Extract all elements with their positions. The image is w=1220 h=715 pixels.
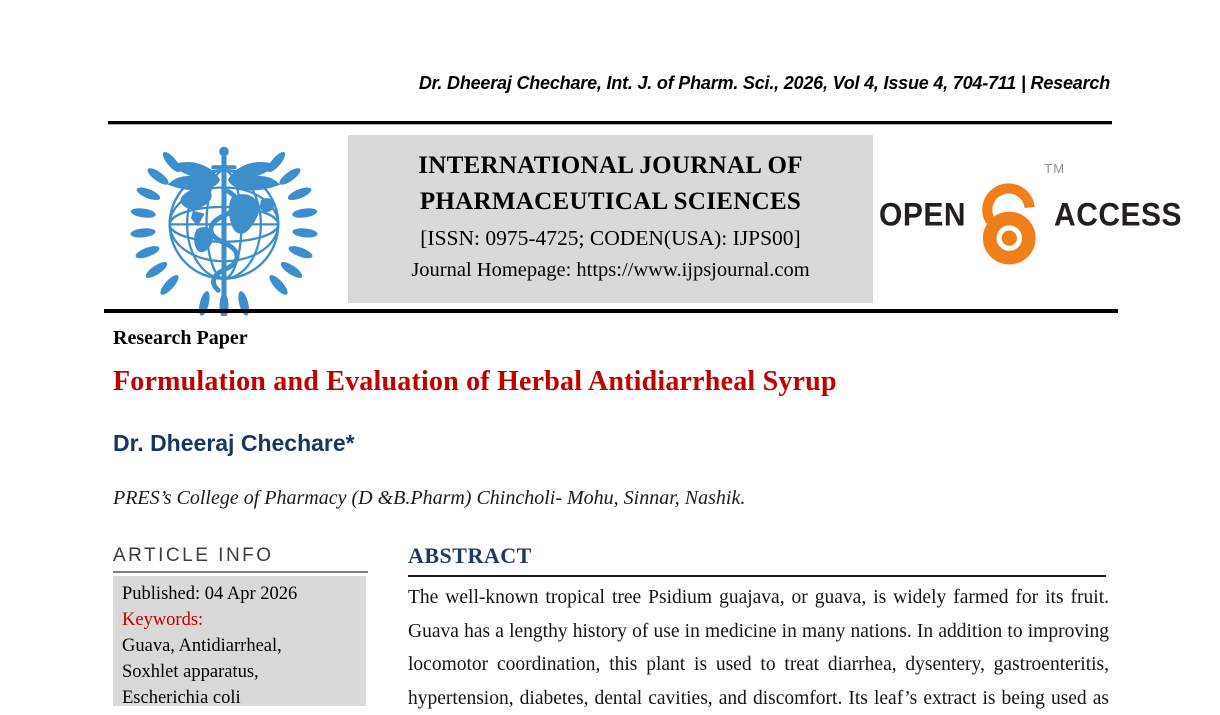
running-head: Dr. Dheeraj Chechare, Int. J. of Pharm. Sci., 2026, Vol 4, Issue 4, 704-711 | Research bbox=[418, 73, 1110, 93]
article-info-heading: ARTICLE INFO bbox=[113, 545, 274, 566]
journal-homepage-link[interactable]: Journal Homepage: https://www.ijpsjournal.com bbox=[411, 259, 810, 281]
article-info-rule bbox=[113, 571, 368, 573]
who-caduceus-globe-wreath-icon bbox=[127, 139, 321, 316]
open-access-open-label: OPEN bbox=[879, 197, 967, 233]
journal-title-line1: INTERNATIONAL JOURNAL OF bbox=[418, 152, 803, 179]
abstract-heading: ABSTRACT bbox=[408, 543, 532, 568]
published-date: Published: 04 Apr 2026 bbox=[122, 584, 298, 604]
author-affiliation: PRES’s College of Pharmacy (D &B.Pharm) Chincholi- Mohu, Sinnar, Nashik. bbox=[113, 487, 746, 509]
masthead-divider-rule bbox=[104, 309, 1118, 313]
article-type-label: Research Paper bbox=[113, 327, 248, 349]
abstract-rule bbox=[408, 575, 1106, 577]
trademark-label: TM bbox=[1044, 160, 1066, 176]
keywords-line: Escherichia coli bbox=[122, 688, 241, 708]
author-name: Dr. Dheeraj Chechare* bbox=[113, 430, 355, 456]
keywords-line: Guava, Antidiarrheal, bbox=[122, 636, 282, 656]
open-access-logo bbox=[879, 160, 1183, 268]
keywords-label: Keywords: bbox=[122, 610, 204, 630]
article-info-box bbox=[113, 576, 366, 706]
top-divider-rule bbox=[108, 121, 1112, 125]
open-padlock-icon bbox=[973, 160, 1066, 267]
journal-title-line2: PHARMACEUTICAL SCIENCES bbox=[419, 188, 802, 215]
journal-logo bbox=[127, 139, 321, 303]
paper-title: Formulation and Evaluation of Herbal Antidiarrheal Syrup bbox=[113, 366, 837, 397]
abstract-text: The well-known tropical tree Psidium guajava, or guava, is widely farmed for its fruit. Guava has a lengthy history of use in medicine in many nations. In addition to improving locomotor coordination, this plant is used to treat diarrhea, dysentery, gastroenteritis, hypertension, diabetes, dental cavities, and discomfort. Its leaf’s extract is being used as bbox=[408, 587, 1109, 709]
journal-issn-line: [ISSN: 0975-4725; CODEN(USA): IJPS00] bbox=[420, 226, 801, 250]
open-access-access-label: ACCESS bbox=[1054, 197, 1183, 233]
journal-masthead-box bbox=[348, 135, 873, 303]
keywords-line: Soxhlet apparatus, bbox=[122, 662, 259, 682]
